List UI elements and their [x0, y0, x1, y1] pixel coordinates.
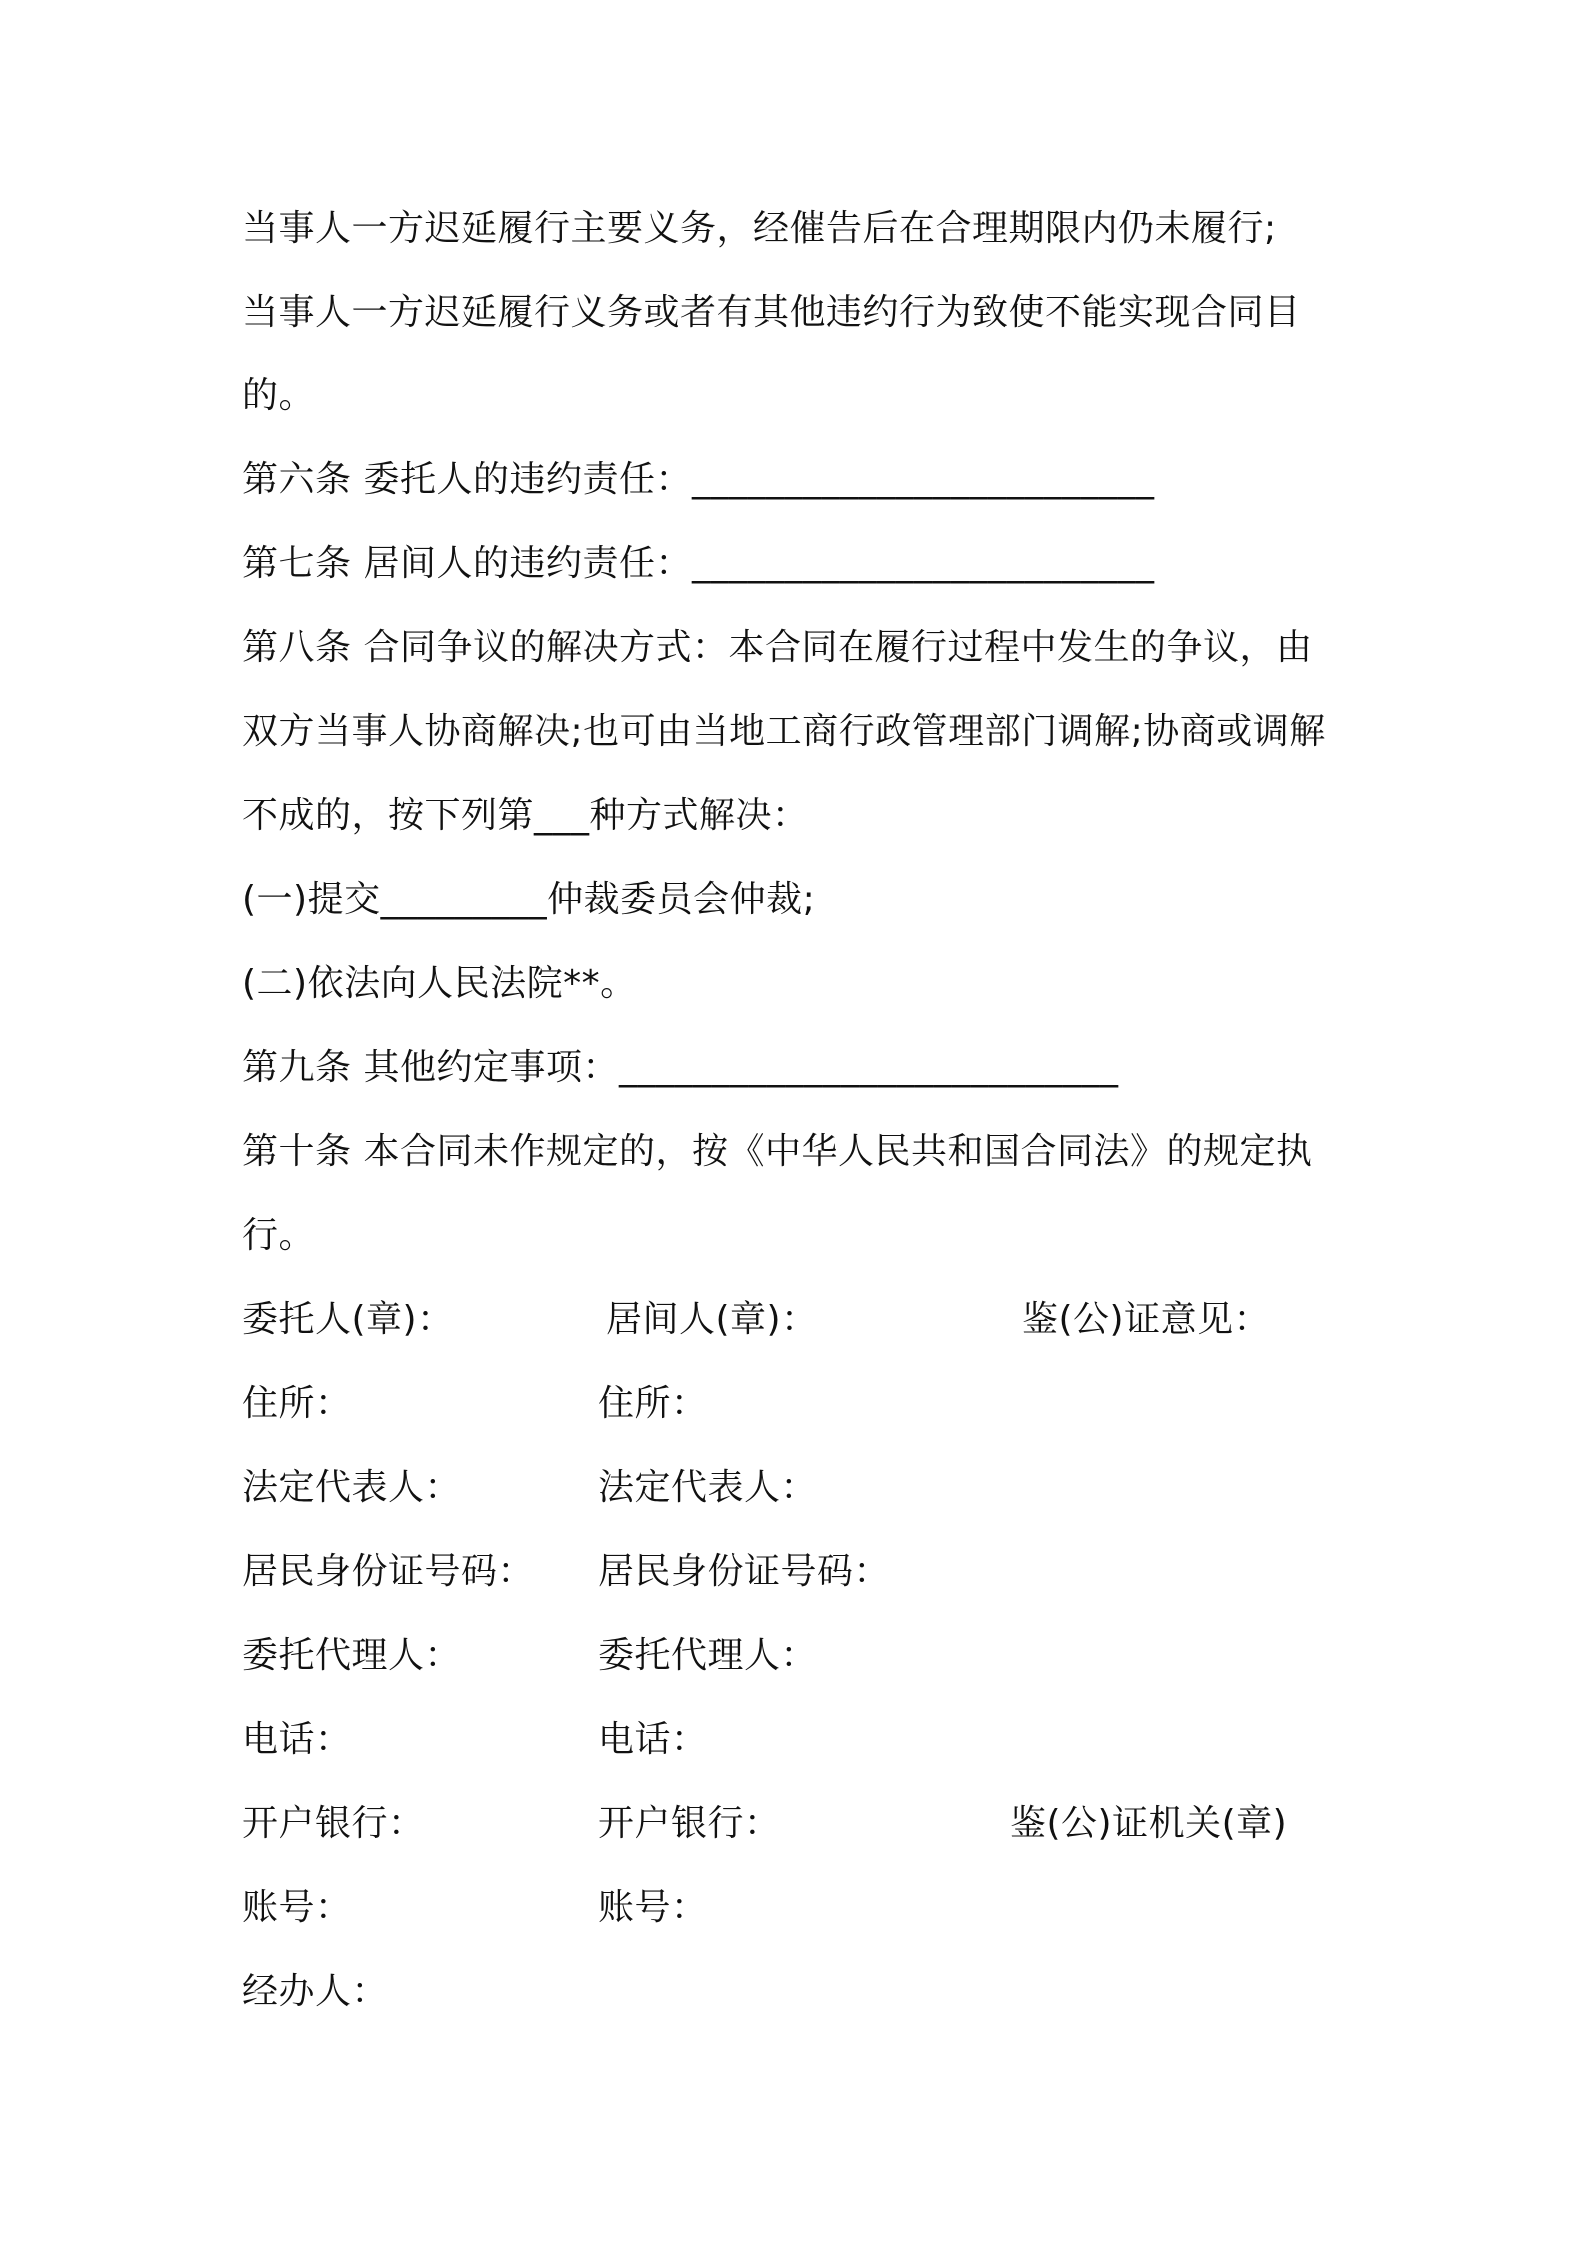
broker-legal-rep-label: 法定代表人： [598, 1467, 818, 1508]
option-2: (二)依法向人民法院**。 [242, 963, 637, 1004]
client-account-label: 账号： [242, 1887, 352, 1928]
article-7: 第七条 居间人的违约责任：_________________________ [242, 543, 1155, 584]
client-legal-rep-label: 法定代表人： [242, 1467, 462, 1508]
broker-account-label: 账号： [598, 1887, 708, 1928]
client-id-number-label: 居民身份证号码： [242, 1551, 535, 1592]
notary-seal-label: 鉴(公)证机关(章) [1010, 1803, 1288, 1844]
broker-agent-label: 委托代理人： [598, 1635, 818, 1676]
broker-bank-label: 开户银行： [598, 1803, 781, 1844]
clause-line-2: 当事人一方迟延履行义务或者有其他违约行为致使不能实现合同目 [242, 292, 1301, 333]
clause-line-1: 当事人一方迟延履行主要义务，经催告后在合理期限内仍未履行; [242, 208, 1277, 249]
article-10-line-2: 行。 [242, 1215, 316, 1256]
client-agent-label: 委托代理人： [242, 1635, 462, 1676]
broker-id-number-label: 居民身份证号码： [598, 1551, 891, 1592]
broker-phone-label: 电话： [598, 1719, 708, 1760]
article-8-line-1: 第八条 合同争议的解决方式：本合同在履行过程中发生的争议，由 [242, 627, 1313, 668]
clause-line-3: 的。 [242, 375, 316, 416]
client-address-label: 住所： [242, 1383, 352, 1424]
client-phone-label: 电话： [242, 1719, 352, 1760]
article-10-line-1: 第十条 本合同未作规定的，按《中华人民共和国合同法》的规定执 [242, 1131, 1313, 1172]
notary-opinion-label: 鉴(公)证意见： [1022, 1299, 1271, 1340]
broker-address-label: 住所： [598, 1383, 708, 1424]
article-9: 第九条 其他约定事项：___________________________ [242, 1047, 1119, 1088]
article-8-line-3: 不成的，按下列第___种方式解决： [242, 795, 809, 836]
option-1: (一)提交_________仲裁委员会仲裁; [242, 879, 816, 920]
article-6: 第六条 委托人的违约责任：_________________________ [242, 459, 1155, 500]
broker-seal-label: 居间人(章)： [606, 1299, 818, 1340]
client-bank-label: 开户银行： [242, 1803, 425, 1844]
client-seal-label: 委托人(章)： [242, 1299, 454, 1340]
article-8-line-2: 双方当事人协商解决;也可由当地工商行政管理部门调解;协商或调解 [242, 711, 1326, 752]
handler-label: 经办人： [242, 1971, 389, 2012]
